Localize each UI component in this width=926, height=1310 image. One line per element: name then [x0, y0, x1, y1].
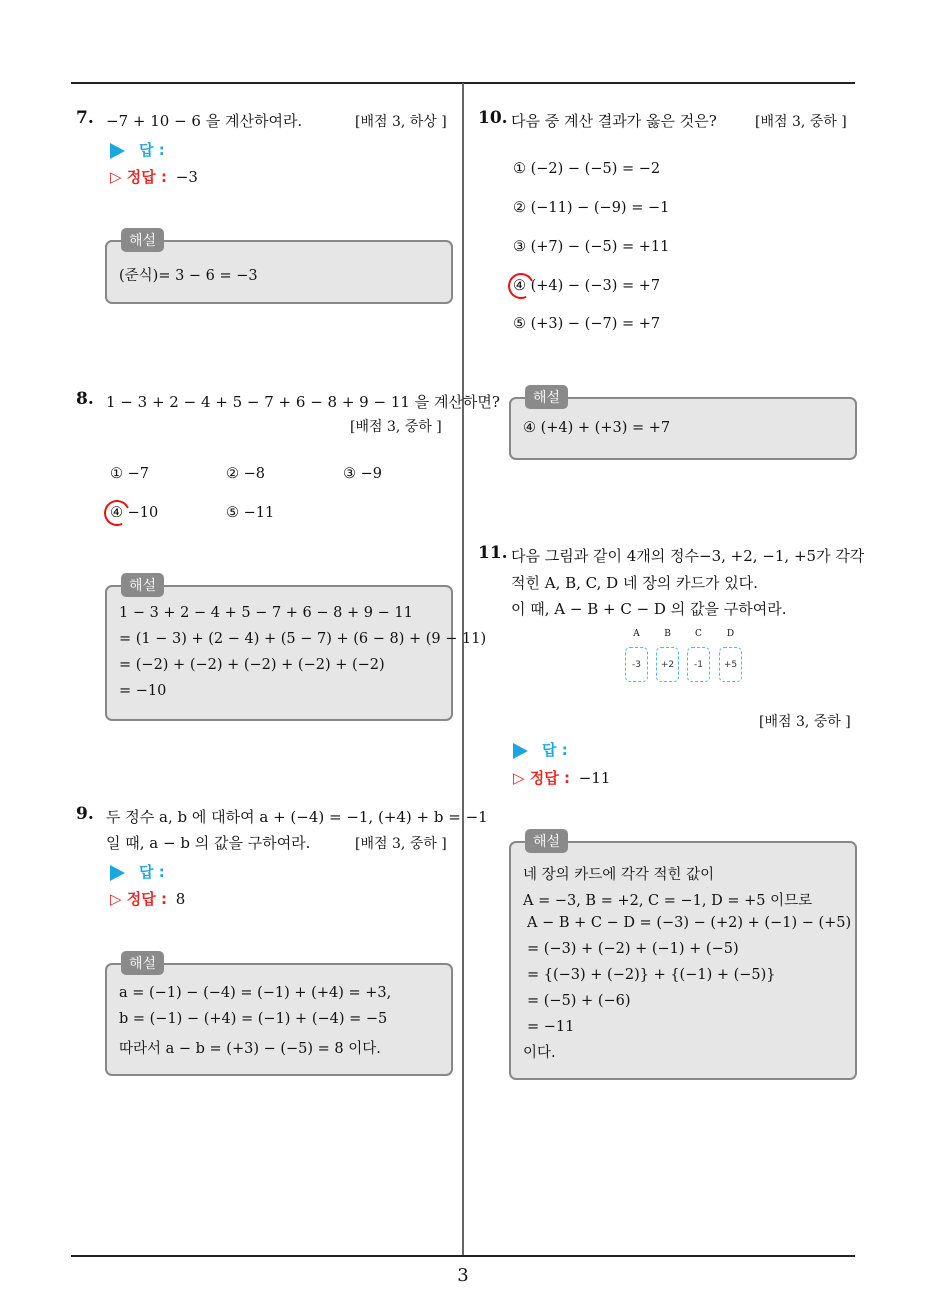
correct-value: −11: [578, 769, 611, 787]
question-text: −7 + 10 − 6 을 계산하여라.: [106, 112, 303, 130]
question-number: 10.: [478, 108, 508, 128]
question-text: 1 − 3 + 2 − 4 + 5 − 7 + 6 − 8 + 9 − 11 을 계산하면?: [106, 393, 500, 411]
score-label: [배점 3, 중하 ]: [350, 419, 442, 435]
question-text-line1: 두 정수 a, b 에 대하여 a + (−4) = −1, (+4) + b = −1: [106, 808, 488, 826]
option-2[interactable]: ② −8: [226, 466, 265, 482]
explanation-line: = (1 − 3) + (2 − 4) + (5 − 7) + (6 − 8) + (9 − 11): [119, 631, 487, 647]
explanation-tag: 해설: [121, 951, 164, 975]
card-letter: B: [664, 629, 671, 639]
question-number: 11.: [478, 543, 508, 563]
explanation-line: a = (−1) − (−4) = (−1) + (+4) = +3,: [119, 985, 392, 1001]
explanation-line: = {(−3) + (−2)} + {(−1) + (−5)}: [527, 967, 776, 983]
answer-label: 답 :: [139, 141, 165, 159]
explanation-line: 이다.: [523, 1045, 556, 1061]
explanation-line: = −10: [119, 683, 167, 699]
score-label: [배점 3, 중하 ]: [355, 836, 447, 852]
correct-circle-mark-icon: [504, 269, 537, 302]
option-3[interactable]: ③ −9: [343, 466, 382, 482]
explanation-line: ④ (+4) + (+3) = +7: [523, 420, 671, 436]
answer-label: 답 :: [139, 863, 165, 881]
explanation-line: b = (−1) − (+4) = (−1) + (−4) = −5: [119, 1011, 388, 1027]
correct-answer-row: [513, 767, 610, 788]
explanation-line: 따라서 a − b = (+3) − (−5) = 8 이다.: [119, 1041, 381, 1057]
explanation-box: [105, 233, 453, 304]
answer-label: 답 :: [542, 741, 568, 759]
explanation-line: (준식)= 3 − 6 = −3: [119, 268, 258, 284]
correct-label: ▷ 정답 :: [110, 890, 167, 908]
answer-input-row[interactable]: [110, 139, 165, 160]
option-2[interactable]: ② (−11) − (−9) = −1: [513, 200, 670, 216]
option-4[interactable]: ④ (+4) − (−3) = +7: [513, 278, 661, 294]
correct-answer-row: [110, 166, 198, 187]
option-1[interactable]: ① −7: [110, 466, 149, 482]
explanation-tag: 해설: [525, 829, 568, 853]
play-triangle-icon: [110, 143, 125, 159]
score-label: [배점 3, 하상 ]: [355, 114, 447, 130]
answer-input-row[interactable]: [110, 861, 165, 882]
card: -3: [625, 647, 648, 682]
question-number: 9.: [76, 804, 94, 824]
option-4[interactable]: ④ −10: [110, 505, 159, 521]
score-label: [배점 3, 중하 ]: [759, 714, 851, 730]
explanation-box: [105, 578, 487, 721]
explanation-line: A − B + C − D = (−3) − (+2) + (−1) − (+5): [527, 915, 852, 931]
correct-circle-mark-icon: [100, 496, 133, 529]
explanation-tag: 해설: [525, 385, 568, 409]
question-number: 8.: [76, 389, 94, 409]
card-letter: D: [726, 629, 735, 639]
play-triangle-icon: [110, 865, 125, 881]
question-text-line3: 이 때, A − B + C − D 의 값을 구하여라.: [511, 600, 787, 618]
page-number: 3: [457, 1265, 469, 1286]
correct-label: ▷ 정답 :: [513, 769, 570, 787]
bottom-rule: [71, 1255, 855, 1257]
explanation-line: = (−5) + (−6): [527, 993, 631, 1009]
correct-value: 8: [175, 890, 186, 908]
option-5[interactable]: ⑤ (+3) − (−7) = +7: [513, 316, 661, 332]
card: +2: [656, 647, 679, 682]
column-divider: [462, 83, 464, 1256]
play-triangle-icon: [513, 743, 528, 759]
explanation-line: A = −3, B = +2, C = −1, D = +5 이므로: [523, 893, 813, 909]
explanation-tag: 해설: [121, 573, 164, 597]
explanation-line: = (−3) + (−2) + (−1) + (−5): [527, 941, 739, 957]
explanation-line: = −11: [527, 1019, 575, 1035]
explanation-box: [509, 390, 857, 460]
correct-answer-row: [110, 888, 185, 909]
explanation-tag: 해설: [121, 228, 164, 252]
option-3[interactable]: ③ (+7) − (−5) = +11: [513, 239, 670, 255]
answer-input-row[interactable]: [513, 739, 568, 760]
option-1[interactable]: ① (−2) − (−5) = −2: [513, 161, 661, 177]
card-letter: C: [695, 629, 702, 639]
question-text-line1: 다음 그림과 같이 4개의 정수−3, +2, −1, +5가 각각: [511, 547, 865, 565]
card: -1: [687, 647, 710, 682]
correct-label: ▷ 정답 :: [110, 168, 167, 186]
explanation-line: 1 − 3 + 2 − 4 + 5 − 7 + 6 − 8 + 9 − 11: [119, 605, 413, 621]
explanation-line: = (−2) + (−2) + (−2) + (−2) + (−2): [119, 657, 385, 673]
score-label: [배점 3, 중하 ]: [755, 114, 847, 130]
question-text: 다음 중 계산 결과가 옳은 것은?: [511, 112, 717, 130]
explanation-line: 네 장의 카드에 각각 적힌 값이: [523, 867, 715, 883]
question-text-line2: 적힌 A, B, C, D 네 장의 카드가 있다.: [511, 574, 758, 592]
question-number: 7.: [76, 108, 94, 128]
explanation-box: [105, 956, 453, 1076]
card: +5: [719, 647, 742, 682]
option-5[interactable]: ⑤ −11: [226, 505, 275, 521]
question-text-line2: 일 때, a − b 의 값을 구하여라.: [106, 834, 311, 852]
explanation-box: [509, 834, 857, 1080]
correct-value: −3: [175, 168, 198, 186]
card-letter: A: [633, 629, 640, 639]
